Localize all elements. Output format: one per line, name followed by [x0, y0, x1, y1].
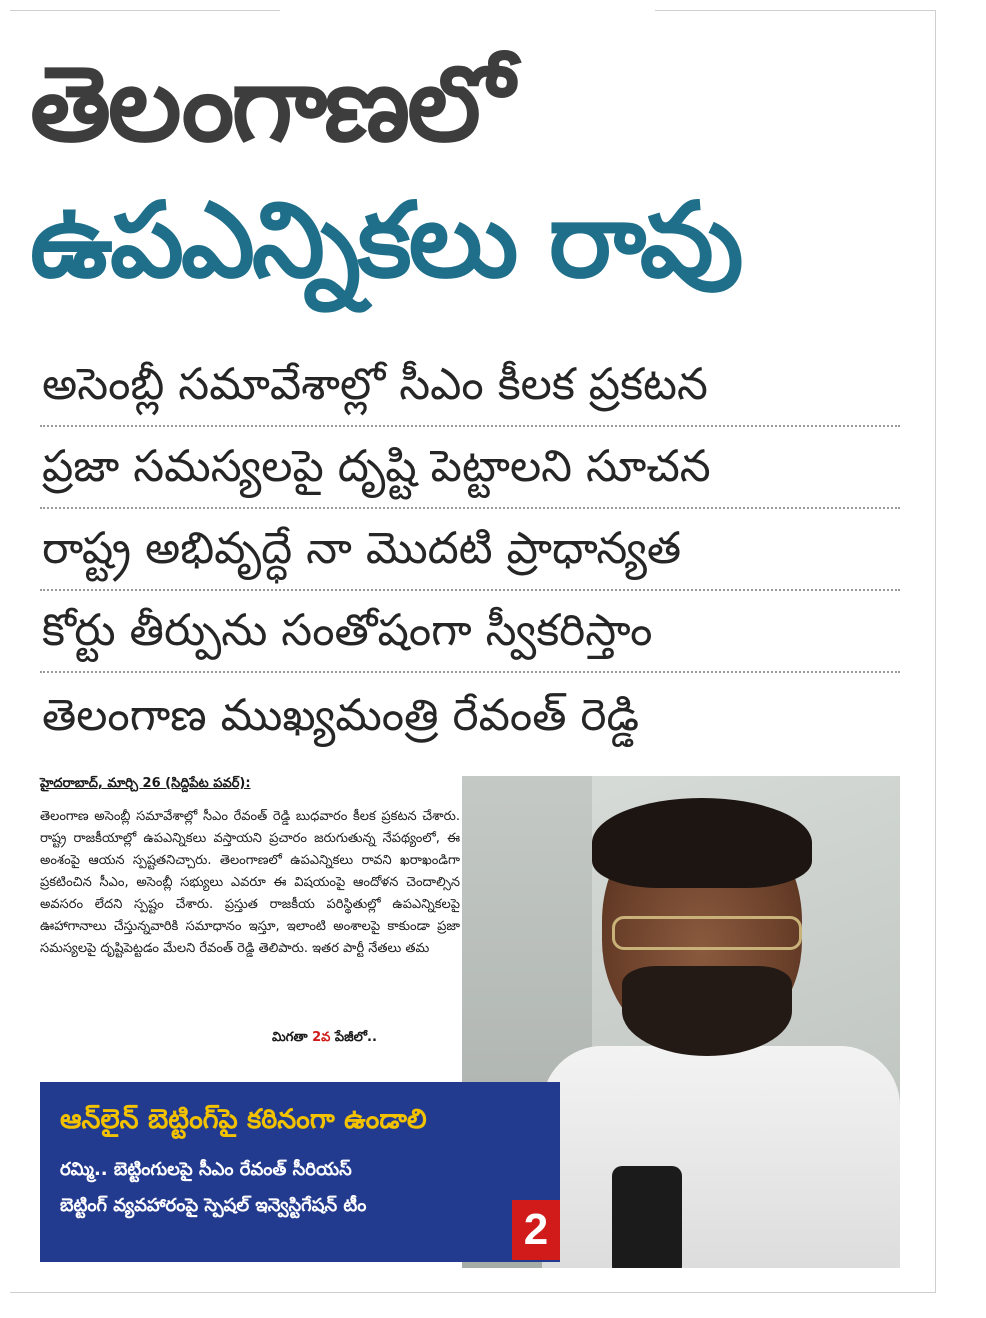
page-number-badge: 2	[512, 1200, 560, 1260]
article-body: తెలంగాణ అసెంబ్లీ సమావేశాల్లో సీఎం రేవంత్ రెడ్డి బుధవారం కీలక ప్రకటన చేశారు. రాష్ట్ర రాజకీయాల్లో ఉపఎన్నికలు వస్తాయని ప్రచారం జరుగుతున్న నేపథ్యంలో, ఈ అంశంపై ఆయన స్పష్టతనిచ్చారు. తెలంగాణలో ఉపఎన్నికలు రావని ఖరాఖండిగా ప్రకటించిన సీఎం, అసెంబ్లీ సభ్యులు ఎవరూ ఈ విషయంపై ఆందోళన చెందాల్సిన అవసరం లేదని స్పష్టం చేశారు. ప్రస్తుత రాజకీయ పరిస్థితుల్లో ఉపఎన్నికలపై ఊహాగానాలు చేస్తున్నవారికి సమాధానం ఇస్తూ, ఇలాంటి అంశాలపై కాకుండా ప్రజా సమస్యలపై దృష్టిపెట్టడం మేలని రేవంత్ రెడ్డి తెలిపారు. ఇతర పార్టీ నేతలు తమ	[40, 809, 460, 956]
promo-title: ఆన్‌లైన్ బెట్టింగ్‌పై కఠినంగా ఉండాలి	[60, 1104, 427, 1135]
subheading: తెలంగాణ ముఖ్యమంత్రి రేవంత్ రెడ్డి	[42, 690, 640, 741]
top-border-left	[10, 10, 280, 11]
promo-line: రమ్మి.. బెట్టింగులపై సీఎం రేవంత్ సీరియస్	[60, 1159, 352, 1180]
promo-line: బెట్టింగ్ వ్యవహారంపై స్పెషల్ ఇన్వెస్టిగేషన్ టీం	[60, 1195, 367, 1216]
photo-hair	[592, 798, 812, 888]
continued-prefix: మిగతా	[272, 1030, 308, 1045]
article-dateline: హైదరాబాద్, మార్చి 26 (సిద్దిపేట పవర్):	[40, 776, 251, 791]
top-border-right	[655, 10, 935, 11]
subheading: కోర్టు తీర్పును సంతోషంగా స్వీకరిస్తాం	[40, 591, 900, 673]
subheading: ప్రజా సమస్యలపై దృష్టి పెట్టాలని సూచన	[40, 427, 900, 509]
continued-page: 2వ	[312, 1030, 331, 1045]
subheadings	[40, 345, 900, 759]
promo-box[interactable]	[40, 1082, 560, 1262]
photo-glasses	[612, 916, 802, 950]
headline-line-2: ఉపఎన్నికలు రావు	[30, 179, 741, 301]
subheading: అసెంబ్లీ సమావేశాల్లో సీఎం కీలక ప్రకటన	[40, 345, 900, 427]
continued-note	[272, 1030, 377, 1048]
right-border	[935, 10, 936, 1292]
continued-suffix: పేజీలో..	[334, 1030, 377, 1045]
headline-line-1: తెలంగాణలో	[30, 43, 512, 165]
photo-microphone	[612, 1166, 682, 1268]
subheading: రాష్ట్ర అభివృద్ధే నా మొదటి ప్రాధాన్యత	[40, 509, 900, 591]
bottom-border	[10, 1292, 936, 1293]
photo-shirt	[542, 1046, 900, 1268]
photo-beard	[622, 966, 792, 1056]
